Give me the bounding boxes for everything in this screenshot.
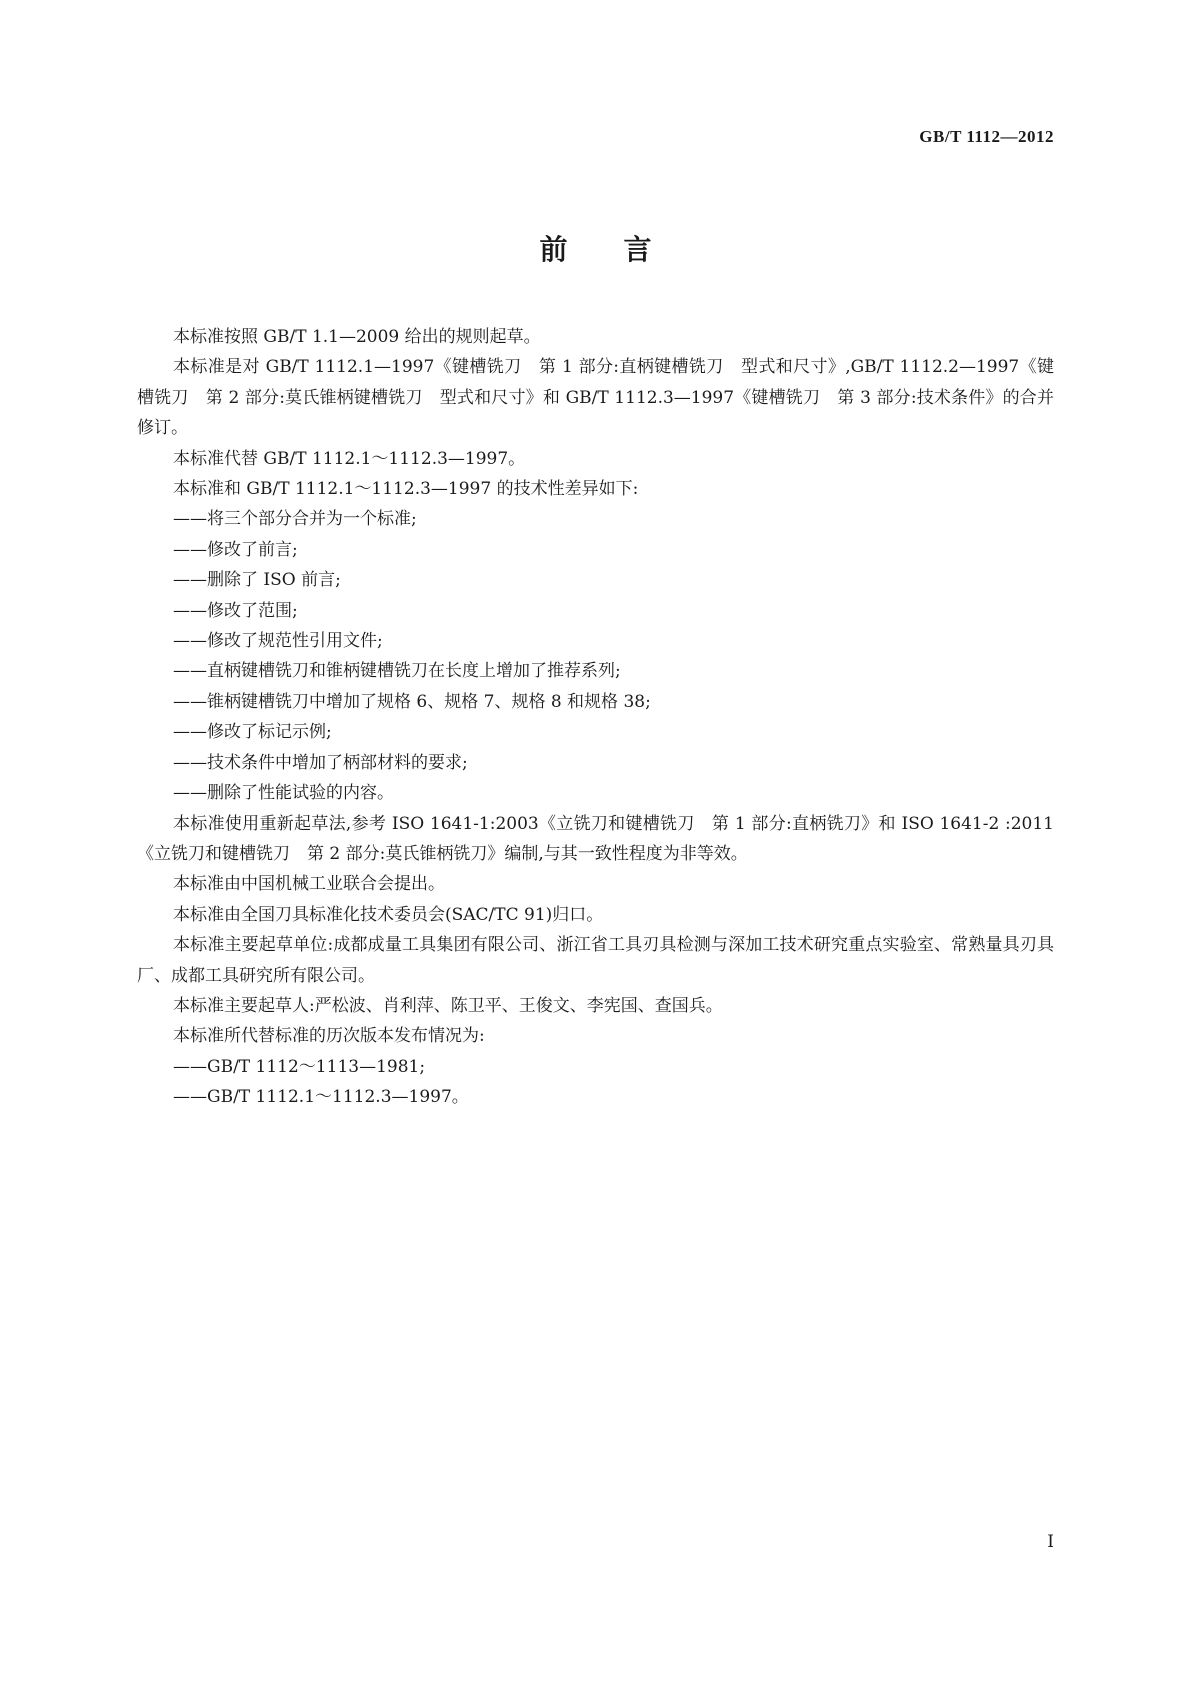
paragraph-drafting-rules: 本标准按照 GB/T 1.1—2009 给出的规则起草。 [173, 327, 541, 347]
page-number: I [1047, 1532, 1054, 1552]
paragraph-history-intro: 本标准所代替标准的历次版本发布情况为: [173, 1026, 485, 1047]
document-code: GB/T 1112—2012 [919, 127, 1054, 146]
difference-item: ——锥柄键槽铣刀中增加了规格 6、规格 7、规格 8 和规格 38; [173, 691, 651, 712]
paragraph-differences-intro: 本标准和 GB/T 1112.1～1112.3—1997 的技术性差异如下: [173, 479, 639, 500]
difference-item: ——删除了性能试验的内容。 [173, 783, 394, 804]
difference-item: ——直柄键槽铣刀和锥柄键槽铣刀在长度上增加了推荐系列; [173, 661, 621, 682]
title-char-1: 前 [539, 233, 568, 266]
paragraph-replaces: 本标准代替 GB/T 1112.1～1112.3—1997。 [173, 448, 526, 469]
foreword-body [137, 322, 1054, 1113]
paragraph-drafting-units: 本标准主要起草单位:成都成量工具集团有限公司、浙江省工具刃具检测与深加工技术研究重点实验室、常熟量具刃具厂、成都工具研究所有限公司。 [137, 935, 1054, 986]
paragraph-proposer: 本标准由中国机械工业联合会提出。 [173, 874, 445, 895]
history-item: ——GB/T 1112.1～1112.3—1997。 [173, 1087, 469, 1108]
difference-item: ——将三个部分合并为一个标准; [173, 509, 417, 530]
history-item: ——GB/T 1112～1113—1981; [173, 1056, 426, 1077]
paragraph-revision-basis: 本标准是对 GB/T 1112.1—1997《键槽铣刀 第 1 部分:直柄键槽铣刀 型式和尺寸》,GB/T 1112.2—1997《键槽铣刀 第 2 部分:莫氏锥柄键槽铣刀 型式和尺寸》和 GB/T 1112.3—1997《键槽铣刀 第 3 部分:技术条件》的合并修订。 [137, 357, 1054, 439]
paragraph-iso-reference: 本标准使用重新起草法,参考 ISO 1641-1:2003《立铣刀和键槽铣刀 第 1 部分:直柄铣刀》和 ISO 1641-2 :2011《立铣刀和键槽铣刀 第 2 部分:莫氏锥柄铣刀》编制,与其一致性程度为非等效。 [137, 813, 1054, 864]
difference-item: ——修改了范围; [173, 600, 298, 621]
paragraph-drafters: 本标准主要起草人:严松波、肖利萍、陈卫平、王俊文、李宪国、查国兵。 [173, 995, 723, 1016]
page-title [0, 228, 1191, 268]
difference-item: ——删除了 ISO 前言; [173, 570, 341, 591]
difference-item: ——技术条件中增加了柄部材料的要求; [173, 752, 468, 773]
title-char-2: 言 [623, 233, 652, 266]
difference-item: ——修改了前言; [173, 539, 298, 560]
paragraph-committee: 本标准由全国刀具标准化技术委员会(SAC/TC 91)归口。 [173, 904, 604, 925]
difference-item: ——修改了标记示例; [173, 722, 332, 743]
difference-item: ——修改了规范性引用文件; [173, 631, 383, 652]
